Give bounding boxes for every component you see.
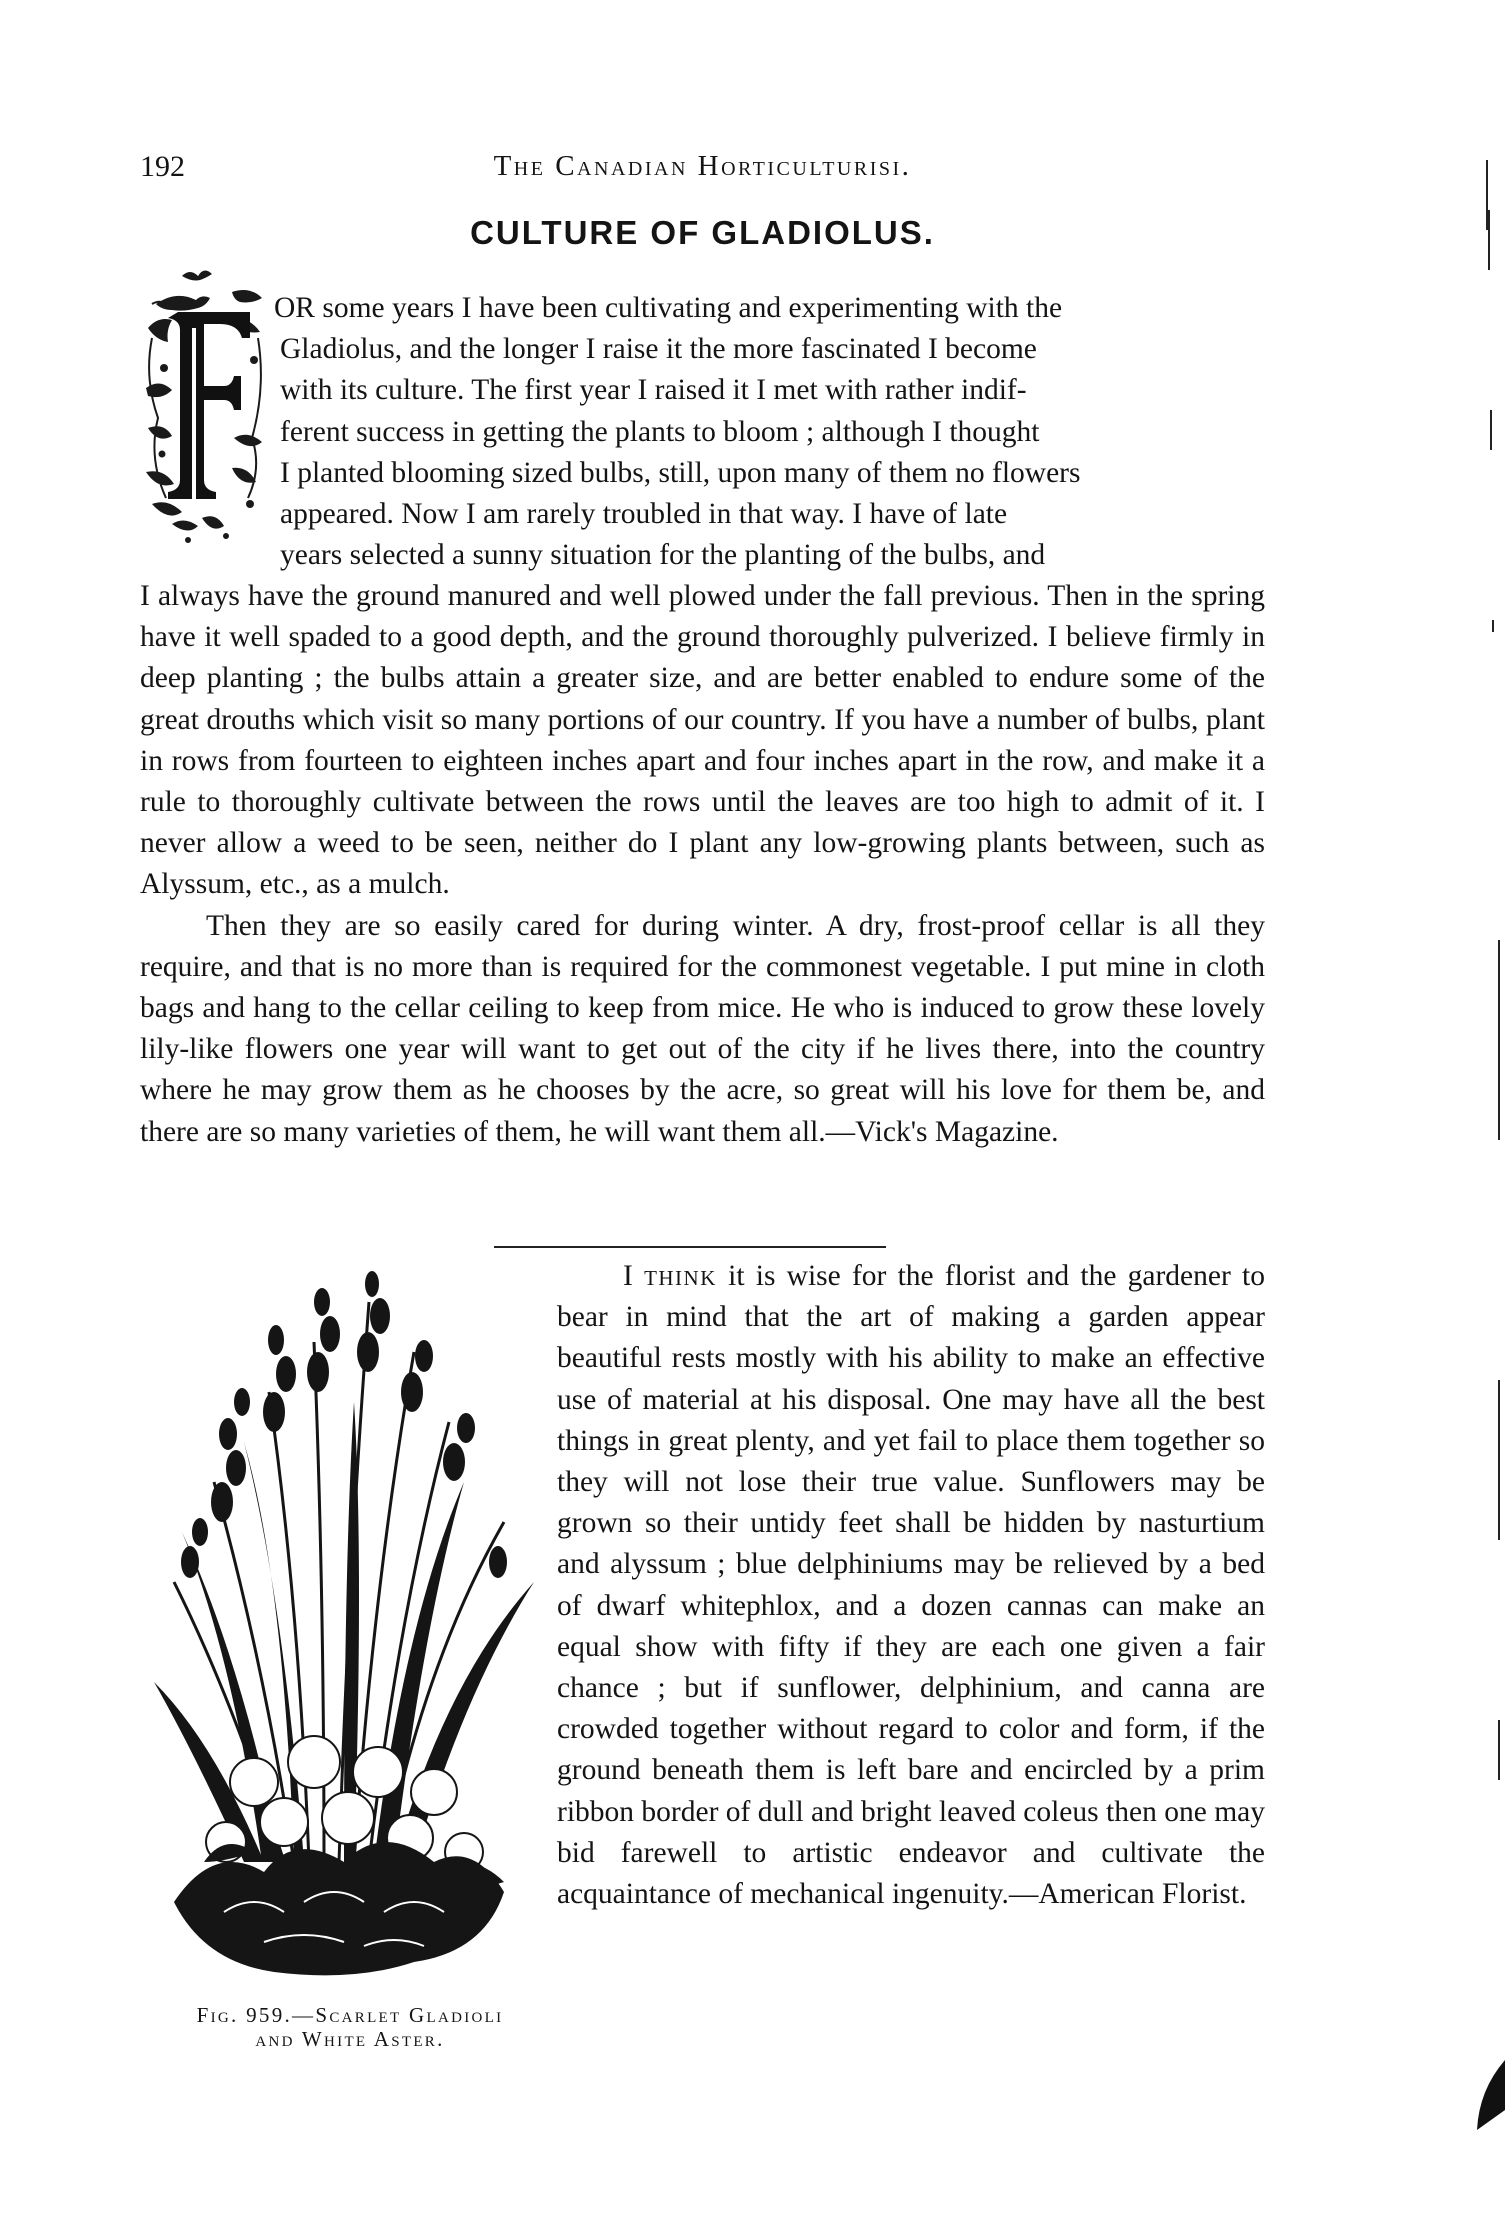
- gladiolus-illustration: [144, 1262, 544, 1990]
- figure-caption-line-2: and White Aster.: [255, 2027, 445, 2051]
- intro-line-6: appeared. Now I am rarely troubled in that way. I have of late: [280, 498, 1008, 531]
- ornamental-drop-cap: [142, 268, 270, 548]
- intro-line-2: Gladiolus, and the longer I raise it the more fascinated I become: [280, 333, 1037, 366]
- second-article-body: it is wise for the florist and the gardener to bear in mind that the art of making a garden appear beautiful rests mostly with his ability to make an effective use of material at his disposal. One may have all the best things in great plenty, and yet fail to place them together so they will not lose their true value. Sunflowers may be grown so their untidy feet shall be hidden by nasturtium and alyssum ; blue delphiniums may be relieved by a bed of dwarf whitephlox, and a dozen cannas can make an equal show with fifty if they are each one given a fair chance ; but if sunflower, delphinium, and canna are crowded together without regard to color and form, if the ground beneath them is left bare and encircled by a prim ribbon border of dull and bright leaved coleus then one may bid farewell to artistic endeavor and cultivate the acquaintance of mechanical ingenuity.—American Florist.: [557, 1260, 1265, 1911]
- intro-line-5: I planted blooming sized bulbs, still, upon many of them no flowers: [280, 456, 1081, 489]
- intro-line-1: OR some years I have been cultivating and experimenting with the: [274, 292, 1063, 324]
- intro-line-7: years selected a sunny situation for the planting of the bulbs, and: [280, 539, 1046, 572]
- figure-caption-line-1: Fig. 959.—Scarlet Gladioli: [196, 2003, 504, 2027]
- lead-small-caps: think: [644, 1260, 717, 1292]
- article-title: CULTURE OF GLADIOLUS.: [470, 214, 935, 251]
- scan-margin-marks: [1465, 0, 1505, 2238]
- section-rule: [494, 1246, 886, 1248]
- main-text: [140, 576, 1265, 1153]
- intro-line-4: ferent success in getting the plants to bloom ; although I thought: [280, 415, 1040, 448]
- intro-lines: [274, 288, 1264, 576]
- paragraph-1: I always have the ground manured and well plowed under the fall previous. Then in the spring have it well spaded to a good depth, and the ground thoroughly pulverized. I believe firmly in deep planting ; the bulbs attain a greater size, and are better enabled to endure some of the great drouths which visit so many portions of our country. If you have a number of bulbs, plant in rows from fourteen to eighteen inches apart and four inches apart in the row, and make it a rule to thoroughly cultivate between the rows until the leaves are too high to admit of it. I never allow a weed to be seen, neither do I plant any low-growing plants between, such as Alyssum, etc., as a mulch.: [140, 580, 1265, 901]
- running-head: [140, 150, 1265, 194]
- second-article: [557, 1256, 1265, 1915]
- figure-caption: [140, 2003, 560, 2051]
- lead-word: I: [623, 1260, 633, 1292]
- page-number: 192: [140, 150, 185, 183]
- intro-line-3: with its culture. The first year I raised it I met with rather indif-: [280, 374, 1027, 407]
- journal-title: The Canadian Horticulturisi.: [493, 150, 912, 182]
- paragraph-2: Then they are so easily cared for during winter. A dry, frost-proof cellar is all they require, and that is no more than is required for the commonest vegetable. I put mine in cloth bags and hang to the cellar ceiling to keep from mice. He who is induced to grow these lovely lily-like flowers one year will want to get out of the city if he lives there, into the country where he may grow them as he chooses by the acre, so great will his love for them be, and there are so many varieties of them, he will want them all.—Vick's Magazine.: [140, 909, 1265, 1148]
